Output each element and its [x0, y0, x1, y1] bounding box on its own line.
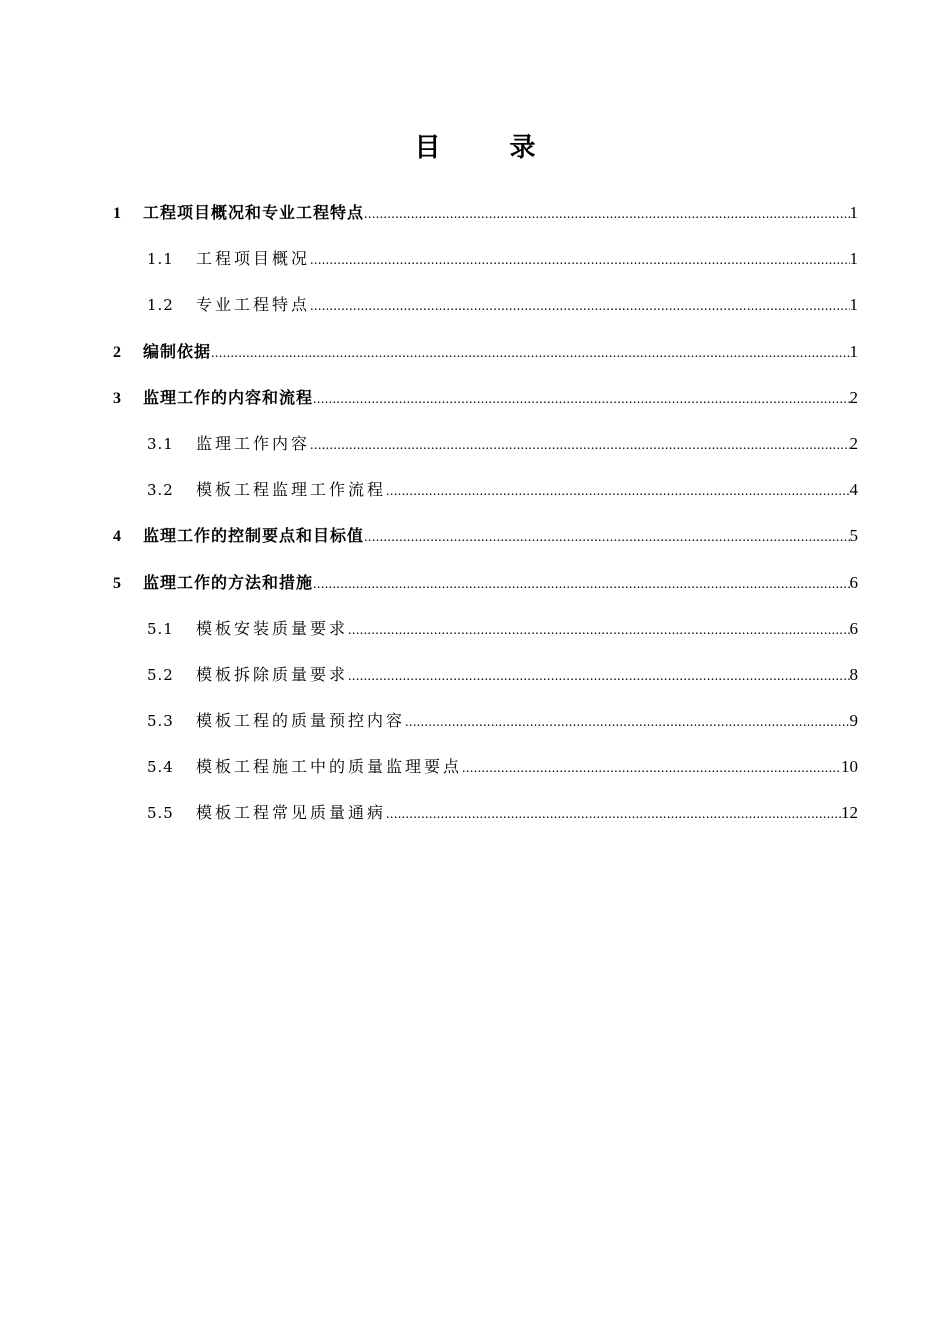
toc-entry-title: 模板工程施工中的质量监理要点: [196, 757, 463, 777]
toc-dot-leader: [313, 572, 849, 598]
toc-entry[interactable]: [0, 375, 950, 421]
toc-entry[interactable]: [0, 744, 950, 790]
toc-entry-page: 9: [849, 711, 858, 731]
toc-entry-title: 专业工程特点: [196, 295, 311, 315]
toc-entry-title: 模板工程常见质量通病: [196, 803, 387, 823]
toc-entry-page: 8: [849, 664, 858, 684]
toc-entry-page: 2: [849, 433, 858, 453]
toc-entry-title: 监理工作的控制要点和目标值: [143, 526, 365, 546]
toc-entry-title: 监理工作内容: [196, 433, 311, 453]
toc-entry-page: 5: [849, 526, 858, 546]
toc-entry-page: 6: [849, 618, 858, 638]
toc-dot-leader: [348, 618, 849, 644]
toc-entry[interactable]: [0, 329, 950, 375]
toc-entry-number: 5.2: [147, 665, 174, 684]
toc-entry-number: 3: [113, 389, 121, 407]
toc-entry-number: 1: [113, 205, 121, 222]
toc-entry-page: 1: [849, 295, 858, 315]
toc-entry[interactable]: [0, 606, 950, 652]
toc-entry-title: 工程项目概况和专业工程特点: [143, 203, 365, 222]
toc-entry[interactable]: [0, 698, 950, 744]
toc-entry-title: 工程项目概况: [196, 249, 311, 269]
toc-entry[interactable]: [0, 282, 950, 328]
toc-entry-number: 2: [113, 343, 121, 361]
table-of-contents: [0, 190, 950, 837]
toc-entry-title: 模板工程的质量预控内容: [196, 711, 406, 731]
toc-entry-title: 监理工作的方法和措施: [143, 572, 314, 592]
toc-entry-page: 12: [841, 803, 858, 823]
toc-entry-number: 1.1: [147, 250, 174, 269]
toc-entry[interactable]: [0, 790, 950, 836]
toc-entry-number: 5: [113, 574, 121, 592]
toc-entry[interactable]: [0, 513, 950, 559]
toc-dot-leader: [386, 479, 849, 505]
toc-entry-title: 模板拆除质量要求: [196, 664, 349, 684]
toc-dot-leader: [364, 202, 849, 228]
toc-dot-leader: [310, 294, 849, 320]
toc-dot-leader: [310, 248, 849, 274]
toc-entry[interactable]: [0, 467, 950, 513]
toc-entry-page: 1: [849, 341, 858, 361]
toc-dot-leader: [313, 387, 849, 413]
toc-entry-number: 5.1: [147, 619, 174, 638]
toc-entry[interactable]: [0, 560, 950, 606]
toc-entry-page: 6: [849, 572, 858, 592]
toc-dot-leader: [364, 525, 849, 551]
toc-entry[interactable]: [0, 190, 950, 236]
toc-dot-leader: [405, 710, 849, 736]
toc-entry-page: 4: [849, 480, 858, 500]
toc-entry-page: 1: [849, 203, 858, 222]
toc-entry-title: 模板工程监理工作流程: [196, 480, 387, 500]
toc-entry[interactable]: [0, 421, 950, 467]
toc-entry-title: 编制依据: [143, 341, 212, 361]
toc-dot-leader: [462, 756, 841, 782]
toc-entry-page: 10: [841, 757, 858, 777]
toc-entry-number: 3.2: [147, 481, 174, 500]
toc-dot-leader: [211, 341, 849, 367]
toc-entry-number: 5.3: [147, 712, 174, 731]
toc-entry-title: 模板安装质量要求: [196, 618, 349, 638]
toc-entry-number: 1.2: [147, 296, 174, 315]
toc-dot-leader: [386, 802, 841, 828]
toc-entry-number: 5.5: [147, 804, 174, 823]
toc-entry-page: 1: [849, 249, 858, 269]
toc-entry-title: 监理工作的内容和流程: [143, 387, 314, 407]
toc-entry[interactable]: [0, 236, 950, 282]
toc-dot-leader: [310, 433, 849, 459]
toc-dot-leader: [348, 664, 849, 690]
toc-entry[interactable]: [0, 652, 950, 698]
toc-entry-page: 2: [849, 387, 858, 407]
toc-title: 目 录: [414, 133, 566, 163]
toc-entry-number: 5.4: [147, 758, 174, 777]
toc-entry-number: 4: [113, 528, 121, 546]
toc-entry-number: 3.1: [147, 434, 174, 453]
